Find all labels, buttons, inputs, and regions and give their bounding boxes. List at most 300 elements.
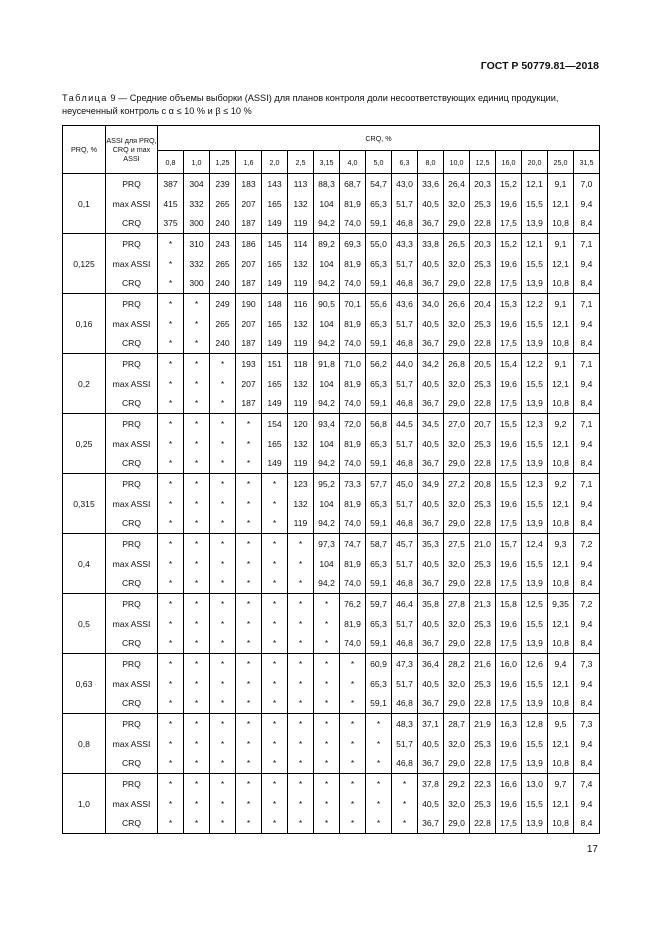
value-cell: * xyxy=(158,554,184,574)
value-cell: * xyxy=(210,374,236,394)
value-cell: 36,7 xyxy=(418,394,444,414)
value-cell: 25,3 xyxy=(470,254,496,274)
value-cell: 17,5 xyxy=(496,514,522,534)
value-cell: 51,7 xyxy=(392,194,418,214)
value-cell: 12,1 xyxy=(548,614,574,634)
value-cell: 7,1 xyxy=(574,414,600,434)
value-cell: 9,5 xyxy=(548,714,574,734)
prq-cell: 0,63 xyxy=(63,654,106,714)
value-cell: 187 xyxy=(236,214,262,234)
value-cell: 46,8 xyxy=(392,574,418,594)
value-cell: * xyxy=(210,814,236,834)
value-cell: 15,5 xyxy=(522,434,548,454)
value-cell: 190 xyxy=(236,294,262,314)
value-cell: 12,6 xyxy=(522,654,548,674)
value-cell: 94,2 xyxy=(314,334,340,354)
value-cell: * xyxy=(392,774,418,794)
value-cell: 46,8 xyxy=(392,274,418,294)
value-cell: * xyxy=(314,674,340,694)
value-cell: * xyxy=(184,594,210,614)
value-cell: 8,4 xyxy=(574,514,600,534)
assi-table xyxy=(62,125,600,834)
table-row xyxy=(63,694,600,714)
value-cell: 118 xyxy=(288,354,314,374)
value-cell: 25,3 xyxy=(470,434,496,454)
row-label: CRQ xyxy=(106,454,158,474)
value-cell: 32,0 xyxy=(444,674,470,694)
value-cell: 240 xyxy=(210,274,236,294)
value-cell: * xyxy=(340,714,366,734)
value-cell: 13,9 xyxy=(522,514,548,534)
prq-cell: 0,4 xyxy=(63,534,106,594)
value-cell: * xyxy=(158,814,184,834)
value-cell: 17,5 xyxy=(496,814,522,834)
value-cell: 15,5 xyxy=(522,614,548,634)
value-cell: 47,3 xyxy=(392,654,418,674)
value-cell: * xyxy=(340,694,366,714)
value-cell: * xyxy=(314,794,340,814)
row-label: PRQ xyxy=(106,774,158,794)
value-cell: * xyxy=(184,614,210,634)
value-cell: 20,3 xyxy=(470,234,496,254)
value-cell: * xyxy=(210,614,236,634)
value-cell: * xyxy=(158,654,184,674)
value-cell: 29,0 xyxy=(444,754,470,774)
value-cell: 74,0 xyxy=(340,454,366,474)
value-cell: * xyxy=(366,714,392,734)
value-cell: 46,8 xyxy=(392,394,418,414)
value-cell: * xyxy=(262,474,288,494)
value-cell: 119 xyxy=(288,334,314,354)
value-cell: 28,2 xyxy=(444,654,470,674)
value-cell: * xyxy=(184,814,210,834)
value-cell: * xyxy=(262,554,288,574)
row-label: max ASSI xyxy=(106,494,158,514)
row-label: CRQ xyxy=(106,574,158,594)
value-cell: * xyxy=(158,434,184,454)
value-cell: 149 xyxy=(262,454,288,474)
value-cell: * xyxy=(288,534,314,554)
value-cell: 15,4 xyxy=(496,354,522,374)
value-cell: 12,1 xyxy=(522,234,548,254)
value-cell: 32,0 xyxy=(444,314,470,334)
value-cell: * xyxy=(262,714,288,734)
value-cell: * xyxy=(236,734,262,754)
value-cell: 387 xyxy=(158,174,184,194)
value-cell: * xyxy=(184,514,210,534)
value-cell: 104 xyxy=(314,254,340,274)
value-cell: * xyxy=(158,634,184,654)
value-cell: 17,5 xyxy=(496,454,522,474)
value-cell: * xyxy=(262,674,288,694)
value-cell: 81,9 xyxy=(340,434,366,454)
value-cell: 20,3 xyxy=(470,174,496,194)
value-cell: 59,1 xyxy=(366,214,392,234)
value-cell: 74,0 xyxy=(340,394,366,414)
value-cell: 81,9 xyxy=(340,314,366,334)
crq-value-header: 8,0 xyxy=(418,151,444,174)
value-cell: 9,1 xyxy=(548,174,574,194)
value-cell: 57,7 xyxy=(366,474,392,494)
value-cell: 35,3 xyxy=(418,534,444,554)
value-cell: 17,5 xyxy=(496,214,522,234)
value-cell: 9,4 xyxy=(574,614,600,634)
value-cell: * xyxy=(158,414,184,434)
value-cell: * xyxy=(288,654,314,674)
value-cell: 187 xyxy=(236,274,262,294)
value-cell: 29,0 xyxy=(444,514,470,534)
page-number: 17 xyxy=(586,844,598,855)
value-cell: 119 xyxy=(288,514,314,534)
value-cell: 27,5 xyxy=(444,534,470,554)
value-cell: 81,9 xyxy=(340,254,366,274)
value-cell: * xyxy=(210,694,236,714)
value-cell: * xyxy=(314,694,340,714)
value-cell: * xyxy=(262,794,288,814)
value-cell: 119 xyxy=(288,274,314,294)
value-cell: 9,2 xyxy=(548,474,574,494)
value-cell: 25,3 xyxy=(470,734,496,754)
value-cell: 65,3 xyxy=(366,494,392,514)
value-cell: 375 xyxy=(158,214,184,234)
value-cell: 7,1 xyxy=(574,294,600,314)
value-cell: * xyxy=(236,654,262,674)
value-cell: 19,6 xyxy=(496,194,522,214)
value-cell: 12,2 xyxy=(522,294,548,314)
value-cell: 104 xyxy=(314,434,340,454)
value-cell: 46,8 xyxy=(392,514,418,534)
value-cell: 27,2 xyxy=(444,474,470,494)
row-label: PRQ xyxy=(106,594,158,614)
value-cell: 149 xyxy=(262,394,288,414)
value-cell: 74,7 xyxy=(340,534,366,554)
table-row xyxy=(63,554,600,574)
value-cell: 415 xyxy=(158,194,184,214)
value-cell: * xyxy=(158,374,184,394)
value-cell: 73,3 xyxy=(340,474,366,494)
value-cell: 59,1 xyxy=(366,574,392,594)
table-row xyxy=(63,414,600,434)
crq-value-header: 2,0 xyxy=(262,151,288,174)
value-cell: * xyxy=(340,674,366,694)
value-cell: 22,8 xyxy=(470,694,496,714)
value-cell: 32,0 xyxy=(444,494,470,514)
value-cell: 37,8 xyxy=(418,774,444,794)
value-cell: 187 xyxy=(236,334,262,354)
value-cell: 12,4 xyxy=(522,534,548,554)
value-cell: 46,8 xyxy=(392,694,418,714)
crq-value-header: 3,15 xyxy=(314,151,340,174)
value-cell: * xyxy=(236,434,262,454)
value-cell: * xyxy=(340,814,366,834)
value-cell: 9,1 xyxy=(548,294,574,314)
value-cell: 304 xyxy=(184,174,210,194)
value-cell: 17,5 xyxy=(496,274,522,294)
table-row xyxy=(63,274,600,294)
crq-value-header: 5,0 xyxy=(366,151,392,174)
value-cell: * xyxy=(158,234,184,254)
value-cell: 20,8 xyxy=(470,474,496,494)
value-cell: * xyxy=(366,734,392,754)
value-cell: 13,9 xyxy=(522,394,548,414)
value-cell: 29,0 xyxy=(444,694,470,714)
value-cell: 59,1 xyxy=(366,274,392,294)
value-cell: 74,0 xyxy=(340,214,366,234)
value-cell: 12,5 xyxy=(522,594,548,614)
value-cell: 70,1 xyxy=(340,294,366,314)
value-cell: * xyxy=(184,554,210,574)
table-row xyxy=(63,534,600,554)
prq-cell: 1,0 xyxy=(63,774,106,834)
value-cell: * xyxy=(236,534,262,554)
value-cell: 21,0 xyxy=(470,534,496,554)
value-cell: 27,8 xyxy=(444,594,470,614)
value-cell: * xyxy=(184,314,210,334)
value-cell: 40,5 xyxy=(418,614,444,634)
value-cell: 95,2 xyxy=(314,474,340,494)
value-cell: 32,0 xyxy=(444,374,470,394)
prq-cell: 0,16 xyxy=(63,294,106,354)
value-cell: 54,7 xyxy=(366,174,392,194)
value-cell: 74,0 xyxy=(340,514,366,534)
value-cell: 65,3 xyxy=(366,374,392,394)
value-cell: 119 xyxy=(288,394,314,414)
row-label: CRQ xyxy=(106,334,158,354)
value-cell: 12,1 xyxy=(548,674,574,694)
value-cell: 89,2 xyxy=(314,234,340,254)
value-cell: * xyxy=(184,434,210,454)
value-cell: 165 xyxy=(262,374,288,394)
crq-value-header: 10,0 xyxy=(444,151,470,174)
value-cell: 34,9 xyxy=(418,474,444,494)
row-label: PRQ xyxy=(106,174,158,194)
value-cell: 8,4 xyxy=(574,454,600,474)
value-cell: 9,1 xyxy=(548,234,574,254)
value-cell: 51,7 xyxy=(392,434,418,454)
table-row xyxy=(63,354,600,374)
value-cell: * xyxy=(236,514,262,534)
value-cell: 149 xyxy=(262,214,288,234)
value-cell: * xyxy=(158,734,184,754)
value-cell: * xyxy=(288,634,314,654)
value-cell: * xyxy=(392,794,418,814)
value-cell: * xyxy=(340,794,366,814)
value-cell: * xyxy=(210,594,236,614)
value-cell: 51,7 xyxy=(392,254,418,274)
value-cell: 81,9 xyxy=(340,194,366,214)
table-row xyxy=(63,754,600,774)
value-cell: 46,8 xyxy=(392,454,418,474)
table-row xyxy=(63,494,600,514)
value-cell: 44,5 xyxy=(392,414,418,434)
row-label: max ASSI xyxy=(106,554,158,574)
value-cell: 20,5 xyxy=(470,354,496,374)
value-cell: * xyxy=(210,474,236,494)
prq-cell: 0,125 xyxy=(63,234,106,294)
value-cell: * xyxy=(262,614,288,634)
value-cell: 81,9 xyxy=(340,374,366,394)
value-cell: * xyxy=(158,774,184,794)
value-cell: 15,3 xyxy=(496,294,522,314)
value-cell: 25,3 xyxy=(470,674,496,694)
value-cell: 9,4 xyxy=(548,654,574,674)
row-label: PRQ xyxy=(106,354,158,374)
value-cell: 94,2 xyxy=(314,454,340,474)
value-cell: 10,8 xyxy=(548,334,574,354)
table-row xyxy=(63,774,600,794)
value-cell: 7,0 xyxy=(574,174,600,194)
value-cell: 43,3 xyxy=(392,234,418,254)
value-cell: 51,7 xyxy=(392,554,418,574)
value-cell: 9,4 xyxy=(574,374,600,394)
value-cell: * xyxy=(158,714,184,734)
value-cell: 32,0 xyxy=(444,194,470,214)
value-cell: 20,4 xyxy=(470,294,496,314)
value-cell: 17,5 xyxy=(496,694,522,714)
value-cell: 15,5 xyxy=(522,374,548,394)
value-cell: 25,3 xyxy=(470,554,496,574)
value-cell: * xyxy=(340,754,366,774)
prq-cell: 0,25 xyxy=(63,414,106,474)
value-cell: 332 xyxy=(184,254,210,274)
value-cell: 74,0 xyxy=(340,334,366,354)
table-body xyxy=(63,174,600,834)
value-cell: 13,9 xyxy=(522,214,548,234)
value-cell: 29,0 xyxy=(444,274,470,294)
value-cell: 7,3 xyxy=(574,714,600,734)
value-cell: 40,5 xyxy=(418,494,444,514)
value-cell: 51,7 xyxy=(392,314,418,334)
value-cell: 32,0 xyxy=(444,614,470,634)
value-cell: 22,8 xyxy=(470,814,496,834)
value-cell: 51,7 xyxy=(392,614,418,634)
value-cell: 36,7 xyxy=(418,754,444,774)
value-cell: * xyxy=(236,414,262,434)
prq-cell: 0,315 xyxy=(63,474,106,534)
value-cell: 81,9 xyxy=(340,614,366,634)
value-cell: 9,4 xyxy=(574,434,600,454)
value-cell: * xyxy=(184,574,210,594)
value-cell: * xyxy=(236,554,262,574)
value-cell: 65,3 xyxy=(366,674,392,694)
value-cell: 36,7 xyxy=(418,454,444,474)
value-cell: 239 xyxy=(210,174,236,194)
value-cell: 36,7 xyxy=(418,634,444,654)
row-label: CRQ xyxy=(106,274,158,294)
value-cell: 13,9 xyxy=(522,334,548,354)
value-cell: * xyxy=(262,694,288,714)
value-cell: * xyxy=(236,574,262,594)
value-cell: 29,0 xyxy=(444,574,470,594)
value-cell: 74,0 xyxy=(340,574,366,594)
value-cell: 8,4 xyxy=(574,574,600,594)
value-cell: 37,1 xyxy=(418,714,444,734)
value-cell: * xyxy=(340,654,366,674)
value-cell: * xyxy=(236,614,262,634)
value-cell: 265 xyxy=(210,194,236,214)
value-cell: 88,3 xyxy=(314,174,340,194)
value-cell: 34,5 xyxy=(418,414,444,434)
value-cell: * xyxy=(392,814,418,834)
value-cell: 9,4 xyxy=(574,554,600,574)
value-cell: * xyxy=(262,814,288,834)
value-cell: * xyxy=(288,694,314,714)
value-cell: 10,8 xyxy=(548,394,574,414)
value-cell: 207 xyxy=(236,374,262,394)
value-cell: * xyxy=(236,634,262,654)
value-cell: 46,4 xyxy=(392,594,418,614)
value-cell: 15,5 xyxy=(522,674,548,694)
value-cell: 148 xyxy=(262,294,288,314)
prq-cell: 0,5 xyxy=(63,594,106,654)
value-cell: * xyxy=(236,594,262,614)
value-cell: 59,1 xyxy=(366,514,392,534)
value-cell: * xyxy=(366,794,392,814)
row-label: max ASSI xyxy=(106,434,158,454)
value-cell: * xyxy=(210,674,236,694)
value-cell: 300 xyxy=(184,274,210,294)
value-cell: 94,2 xyxy=(314,514,340,534)
value-cell: * xyxy=(210,734,236,754)
value-cell: * xyxy=(158,534,184,554)
value-cell: 13,9 xyxy=(522,574,548,594)
value-cell: 22,3 xyxy=(470,774,496,794)
value-cell: 36,7 xyxy=(418,574,444,594)
value-cell: * xyxy=(158,474,184,494)
value-cell: 40,5 xyxy=(418,194,444,214)
value-cell: * xyxy=(288,554,314,574)
value-cell: 59,1 xyxy=(366,634,392,654)
value-cell: 40,5 xyxy=(418,254,444,274)
value-cell: 13,9 xyxy=(522,274,548,294)
value-cell: 32,0 xyxy=(444,254,470,274)
row-label: max ASSI xyxy=(106,254,158,274)
value-cell: * xyxy=(184,374,210,394)
value-cell: * xyxy=(158,294,184,314)
value-cell: 29,0 xyxy=(444,214,470,234)
value-cell: 15,5 xyxy=(522,734,548,754)
value-cell: 132 xyxy=(288,254,314,274)
row-label: PRQ xyxy=(106,714,158,734)
value-cell: 16,3 xyxy=(496,714,522,734)
value-cell: * xyxy=(184,294,210,314)
value-cell: 145 xyxy=(262,234,288,254)
value-cell: 7,1 xyxy=(574,234,600,254)
value-cell: 132 xyxy=(288,434,314,454)
assi-header: ASSI для PRQ, CRQ и max ASSI xyxy=(106,126,158,174)
crq-value-header: 25,0 xyxy=(548,151,574,174)
value-cell: 12,8 xyxy=(522,714,548,734)
value-cell: 10,8 xyxy=(548,814,574,834)
crq-value-header: 0,8 xyxy=(158,151,184,174)
value-cell: 25,3 xyxy=(470,374,496,394)
value-cell: * xyxy=(210,454,236,474)
value-cell: * xyxy=(262,594,288,614)
value-cell: 26,8 xyxy=(444,354,470,374)
value-cell: 15,5 xyxy=(522,494,548,514)
value-cell: 36,7 xyxy=(418,694,444,714)
value-cell: 119 xyxy=(288,454,314,474)
row-label: max ASSI xyxy=(106,734,158,754)
value-cell: * xyxy=(210,554,236,574)
crq-value-header: 16,0 xyxy=(496,151,522,174)
row-label: CRQ xyxy=(106,394,158,414)
value-cell: 12,1 xyxy=(548,254,574,274)
value-cell: 8,4 xyxy=(574,214,600,234)
row-label: PRQ xyxy=(106,534,158,554)
value-cell: 12,3 xyxy=(522,414,548,434)
value-cell: * xyxy=(366,774,392,794)
